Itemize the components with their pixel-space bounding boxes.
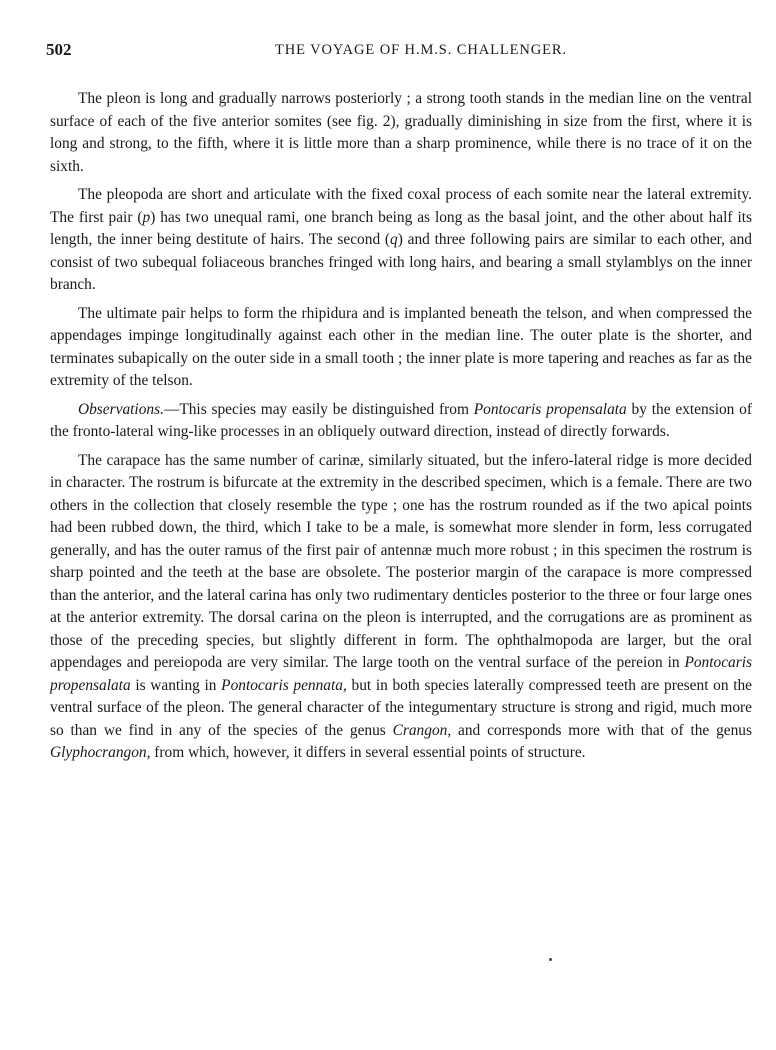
genus-name: Crangon, — [392, 721, 452, 739]
paragraph-text: The pleon is long and gradually narrows posteriorly ; a strong tooth stands in the median line on the ventral surface of each of the five anterior somites (see fig. 2), gradually diminishing in size from the first, where it is long and strong, to the fifth, where it is little more than a sharp prominence, while there is no trace of it on the sixth. — [50, 90, 752, 175]
paragraph-ultimate-pair — [50, 303, 752, 393]
paragraph-text: is wanting in — [130, 676, 222, 694]
paragraph-text: but in both species laterally compressed teeth are present on the ventral surface of the pleon. The general character of the integumentary structure is strong and rigid, much more so than we find in any of the species of the genus — [50, 676, 753, 739]
paragraph-text: ) and three following pairs are similar to each other, and consist of two subequal foliaceous branches fringed with long hairs, and bearing a small stylamblys on the inner branch. — [50, 231, 752, 293]
species-name: Pontocaris pennata, — [221, 676, 347, 694]
paragraph-text: The pleopoda are short and articulate with the fixed coxal process of each somite near the lateral extremity. The first pair ( — [50, 186, 752, 226]
stray-ink-dot — [549, 958, 552, 961]
running-head — [46, 40, 752, 70]
paragraph-text: —This species may easily be distinguished from — [163, 400, 474, 418]
paragraph-text: from which, however, it differs in several essential points of structure. — [150, 744, 586, 761]
running-title: THE VOYAGE OF H.M.S. CHALLENGER. — [275, 42, 567, 58]
paragraph-text: ) has two unequal rami, one branch being as long as the basal joint, and the other about half its length, the inner being destitute of hairs. The second ( — [50, 208, 752, 248]
figure-letter: q — [390, 231, 398, 248]
paragraph-pleon — [50, 88, 752, 178]
section-label: Observations. — [78, 400, 164, 418]
paragraph-text: The carapace has the same number of carinæ, similarly situated, but the infero-lateral ridge is more decided in character. The rostrum is bifurcate at the extremity in the described specimen, which is a female. There are two others in the collection that closely resemble the type ; one has the rostrum rounded as if the two apical points had been rubbed down, the third, which I take to be a male, is somewhat more slender in form, less corrugated generally, and has the outer ramus of the first pair of antennæ much more robust ; in this specimen the rostrum is sharp pointed and the teeth at the base are obsolete. The posterior margin of the carapace is more compressed than the anterior, and the lateral carina has only two rudimentary denticles posterior to the three or four large ones at the anterior extremity. The dorsal carina on the pleon is interrupted, and the corrugations are as prominent as those of the preceding species, but slightly different in form. The ophthalmopoda are larger, but the oral appendages and pereiopoda are very similar. The large tooth on the ventral surface of the pereion in — [50, 451, 752, 671]
species-name: Pontocaris propensalata — [473, 400, 627, 418]
page-number: 502 — [46, 40, 72, 59]
genus-name: Glyphocrangon, — [50, 744, 151, 761]
body-text — [50, 88, 752, 765]
paragraph-text: and corresponds more with that of the genus — [451, 721, 752, 739]
paragraph-carapace — [50, 450, 752, 765]
paragraph-pleopoda — [50, 184, 752, 297]
paragraph-observations — [50, 399, 752, 444]
page — [46, 40, 753, 771]
paragraph-text: by the extension of the fronto-lateral wing-like processes in an obliquely outward direction, instead of directly forwards. — [50, 400, 752, 440]
species-name: Pontocaris propensalata — [50, 654, 752, 694]
figure-letter: p — [142, 208, 151, 226]
paragraph-text: The ultimate pair helps to form the rhipidura and is implanted beneath the telson, and when compressed the appendages impinge longitudinally against each other in the median line. The outer plate is the shorter, and terminates subapically on the outer side in a small tooth ; the inner plate is more tapering and reaches as far as the extremity of the telson. — [50, 304, 752, 389]
